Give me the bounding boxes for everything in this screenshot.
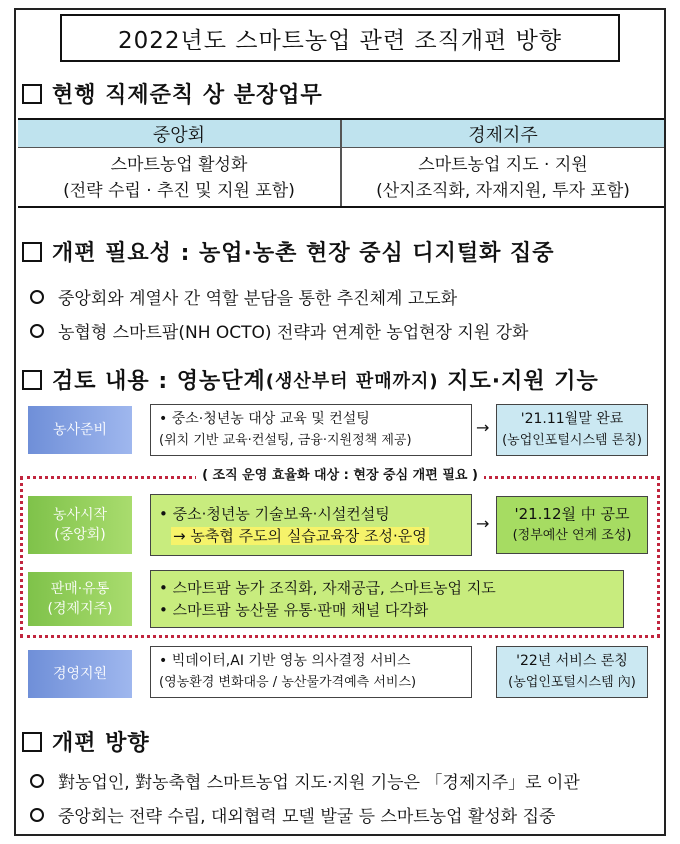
desc-management-support: • 빅데이터,AI 기반 영농 의사결정 서비스 (영농환경 변화대응 / 농산물가격예측 서비스)	[150, 646, 472, 698]
result-farm-start: '21.12월 中 공모 (정부예산 연계 조성)	[496, 496, 648, 554]
table-cell-holdings: 스마트농업 지도 · 지원 (산지조직화, 자재지원, 투자 포함)	[376, 155, 630, 201]
circle-bullet-icon	[30, 324, 44, 338]
stage-farm-prep: 농사준비	[28, 406, 132, 454]
result-farm-prep: '21.11월말 완료 (농업인포털시스템 론칭)	[496, 404, 648, 456]
arrow-right-icon: →	[476, 514, 490, 533]
desc-farm-prep: • 중소·청년농 대상 교육 및 컨설팅 (위치 기반 교육·컨설팅, 금융·지원정책 제공)	[150, 404, 472, 456]
result-management-support: '22년 서비스 론칭 (농업인포털시스템 內)	[496, 646, 648, 698]
list-item: 중앙회는 전략 수립, 대외협력 모델 발굴 등 스마트농업 활성화 집중	[30, 802, 555, 827]
duty-table	[18, 118, 664, 208]
table-cell-hq: 스마트농업 활성화 (전략 수립 · 추진 및 지원 포함)	[63, 155, 295, 201]
table-header-hq: 중앙회	[18, 120, 340, 148]
page-title: 2022년도 스마트농업 관련 조직개편 방향	[60, 14, 620, 62]
desc-farm-start: • 중소·청년농 기술보육·시설컨설팅 → 농축협 주도의 실습교육장 조성·운영	[150, 494, 472, 556]
checkbox-square-icon	[22, 84, 42, 104]
circle-bullet-icon	[30, 808, 44, 822]
list-item: 對농업인, 對농축협 스마트농업 지도·지원 기능은 「경제지주」로 이관	[30, 768, 580, 793]
circle-bullet-icon	[30, 774, 44, 788]
checkbox-square-icon	[22, 732, 42, 752]
checkbox-square-icon	[22, 242, 42, 262]
stage-management-support: 경영지원	[28, 650, 132, 698]
list-item: 중앙회와 계열사 간 역할 분담을 통한 추진체계 고도화	[30, 284, 457, 309]
circle-bullet-icon	[30, 290, 44, 304]
highlighted-text: → 농축협 주도의 실습교육장 조성·운영	[173, 527, 427, 545]
table-header-holdings: 경제지주	[342, 120, 664, 148]
efficiency-target-label: ( 조직 운영 효율화 대상 : 현장 중심 개편 필요 )	[0, 464, 680, 483]
section4-heading: 개편 방향	[22, 726, 150, 757]
stage-sales-distribution: 판매·유통 (경제지주)	[28, 572, 132, 626]
checkbox-square-icon	[22, 370, 42, 390]
list-item: 농협형 스마트팜(NH OCTO) 전략과 연계한 농업현장 지원 강화	[30, 318, 528, 343]
section1-heading: 현행 직제준칙 상 분장업무	[22, 78, 323, 109]
desc-sales-distribution: • 스마트팜 농가 조직화, 자재공급, 스마트농업 지도 • 스마트팜 농산물 유통·판매 채널 다각화	[150, 570, 624, 628]
arrow-right-icon: →	[476, 418, 490, 437]
stage-farm-start: 농사시작 (중앙회)	[28, 496, 132, 554]
section3-heading: 검토 내용 : 영농단계 (생산부터 판매까지) 지도·지원 기능	[22, 364, 599, 395]
section2-heading: 개편 필요성 : 농업·농촌 현장 중심 디지털화 집중	[22, 236, 555, 267]
